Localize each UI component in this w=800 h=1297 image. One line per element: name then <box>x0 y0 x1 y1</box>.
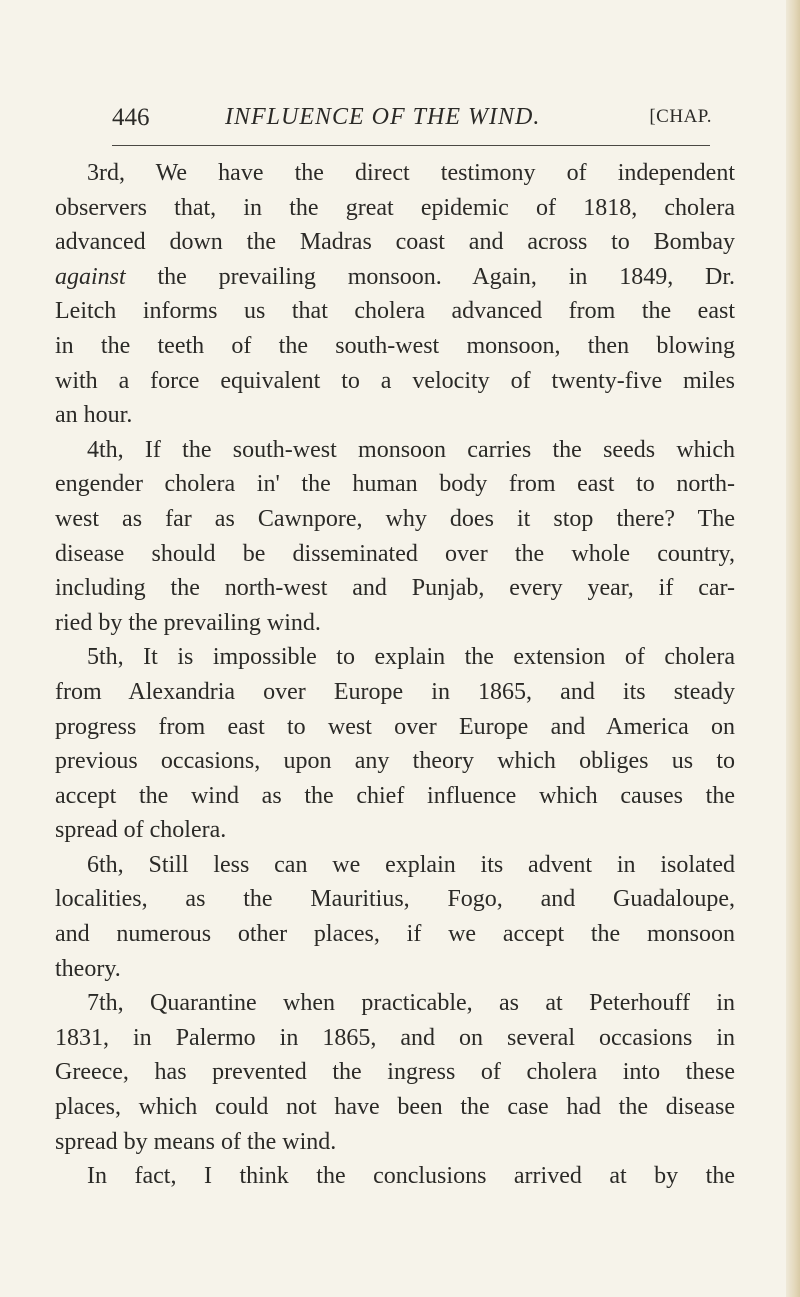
paragraph-4th <box>55 433 735 641</box>
text-line: places, which could not have been the case had the disease <box>55 1094 735 1121</box>
text-line: previous occasions, upon any theory which obliges us to <box>55 748 735 775</box>
text-line: advanced down the Madras coast and across to Bombay <box>55 229 735 256</box>
body-text <box>55 156 735 1194</box>
chapter-marker: [CHAP. <box>649 106 712 127</box>
text-line: ried by the prevailing wind. <box>55 609 321 636</box>
text-line: 5th, It is impossible to explain the extension of cholera <box>87 644 735 671</box>
text-line: including the north-west and Punjab, every year, if car- <box>55 575 735 602</box>
text-line: and numerous other places, if we accept the monsoon <box>55 921 735 948</box>
text-line: 3rd, We have the direct testimony of independent <box>87 160 735 186</box>
text-line: Leitch informs us that cholera advanced from the east <box>55 298 735 325</box>
header-rule <box>112 145 710 146</box>
paragraph-3rd <box>55 156 735 433</box>
text-line: accept the wind as the chief influence which causes the <box>55 782 735 809</box>
text-line: 4th, If the south-west monsoon carries the seeds which <box>87 436 735 463</box>
text-line: In fact, I think the conclusions arrived at by the <box>87 1163 735 1190</box>
paragraph-5th <box>55 640 735 848</box>
paragraph-conclusion <box>55 1159 735 1194</box>
text-line: west as far as Cawnpore, why does it stop there? The <box>55 505 735 532</box>
text-line: Greece, has prevented the ingress of cholera into these <box>55 1059 735 1086</box>
running-title: INFLUENCE OF THE WIND. <box>225 104 541 130</box>
text-line: 6th, Still less can we explain its advent in isolated <box>87 851 735 878</box>
text-line: with a force equivalent to a velocity of twenty-five miles <box>55 367 735 394</box>
paragraph-7th <box>55 986 735 1159</box>
text-line: an hour. <box>55 402 133 429</box>
text-line: observers that, in the great epidemic of 1818, cholera <box>55 194 735 221</box>
text-line: theory. <box>55 955 121 982</box>
text-line: 7th, Quarantine when practicable, as at Peterhouff in <box>87 990 735 1017</box>
text-line: in the teeth of the south-west monsoon, then blowing <box>55 332 735 359</box>
text-line: from Alexandria over Europe in 1865, and its steady <box>55 678 735 705</box>
line-rest: the prevailing monsoon. Again, in 1849, Dr. <box>125 263 735 290</box>
page-number: 446 <box>112 104 150 131</box>
text-line: engender cholera in' the human body from east to north- <box>55 471 735 498</box>
emphasis-word: against <box>55 263 126 290</box>
page-edge <box>786 0 800 1297</box>
text-line: disease should be disseminated over the whole country, <box>55 540 735 567</box>
text-line: spread by means of the wind. <box>55 1128 337 1155</box>
text-line <box>55 260 735 295</box>
running-head <box>112 104 712 144</box>
paragraph-6th <box>55 848 735 986</box>
text-line: localities, as the Mauritius, Fogo, and Guadaloupe, <box>55 886 735 913</box>
text-line: progress from east to west over Europe and America on <box>55 713 735 740</box>
text-line: spread of cholera. <box>55 817 227 844</box>
text-line: 1831, in Palermo in 1865, and on several occasions in <box>55 1024 735 1051</box>
